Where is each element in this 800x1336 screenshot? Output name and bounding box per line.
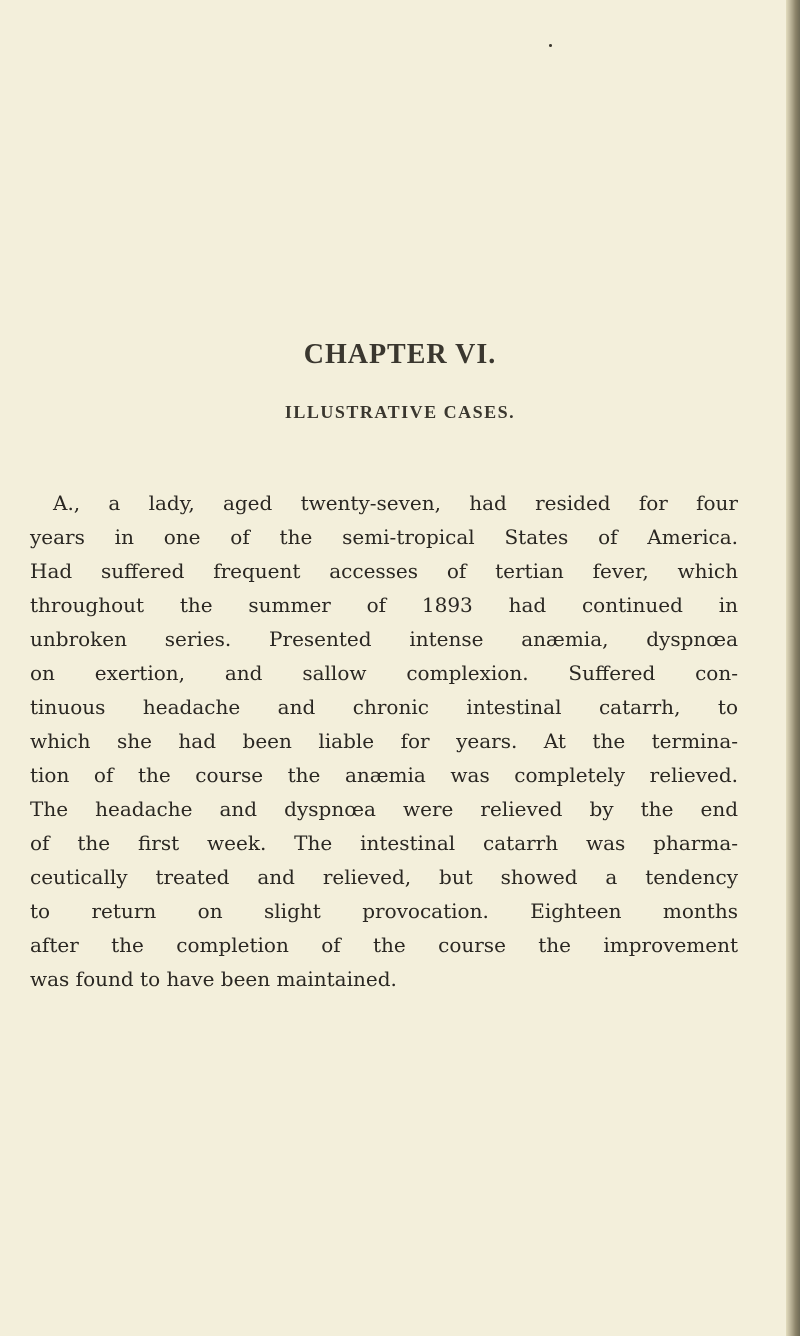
paragraph-line: was found to have been maintained. bbox=[30, 967, 397, 991]
paragraph-line: unbroken series. Presented intense anæmia, dyspnœa bbox=[30, 627, 738, 651]
paragraph-line: of the first week. The intestinal catarrh was pharma- bbox=[30, 831, 738, 855]
paragraph-line: to return on slight provocation. Eighteen months bbox=[30, 899, 738, 923]
paragraph-line: throughout the summer of 1893 had continued in bbox=[30, 593, 738, 617]
paragraph-line: ceutically treated and relieved, but showed a tendency bbox=[30, 865, 738, 889]
paragraph-line: The headache and dyspnœa were relieved by the end bbox=[30, 797, 738, 821]
paragraph-line: which she had been liable for years. At the termina- bbox=[30, 729, 738, 753]
paragraph-line: tinuous headache and chronic intestinal catarrh, to bbox=[30, 695, 738, 719]
paragraph-line: Had suffered frequent accesses of tertian fever, which bbox=[30, 559, 738, 583]
paragraph-line: years in one of the semi-tropical States of America. bbox=[30, 525, 738, 549]
paragraph-line: A., a lady, aged twenty-seven, had resided for four bbox=[53, 491, 738, 515]
ink-speck bbox=[549, 44, 552, 47]
chapter-title: CHAPTER VI. bbox=[303, 339, 497, 370]
paragraph-line: after the completion of the course the improvement bbox=[30, 933, 738, 957]
page-edge bbox=[786, 0, 800, 1336]
paragraph-line: tion of the course the anæmia was completely relieved. bbox=[30, 763, 738, 787]
paragraph-line: on exertion, and sallow complexion. Suffered con- bbox=[30, 661, 738, 685]
section-title: ILLUSTRATIVE CASES. bbox=[284, 402, 516, 422]
